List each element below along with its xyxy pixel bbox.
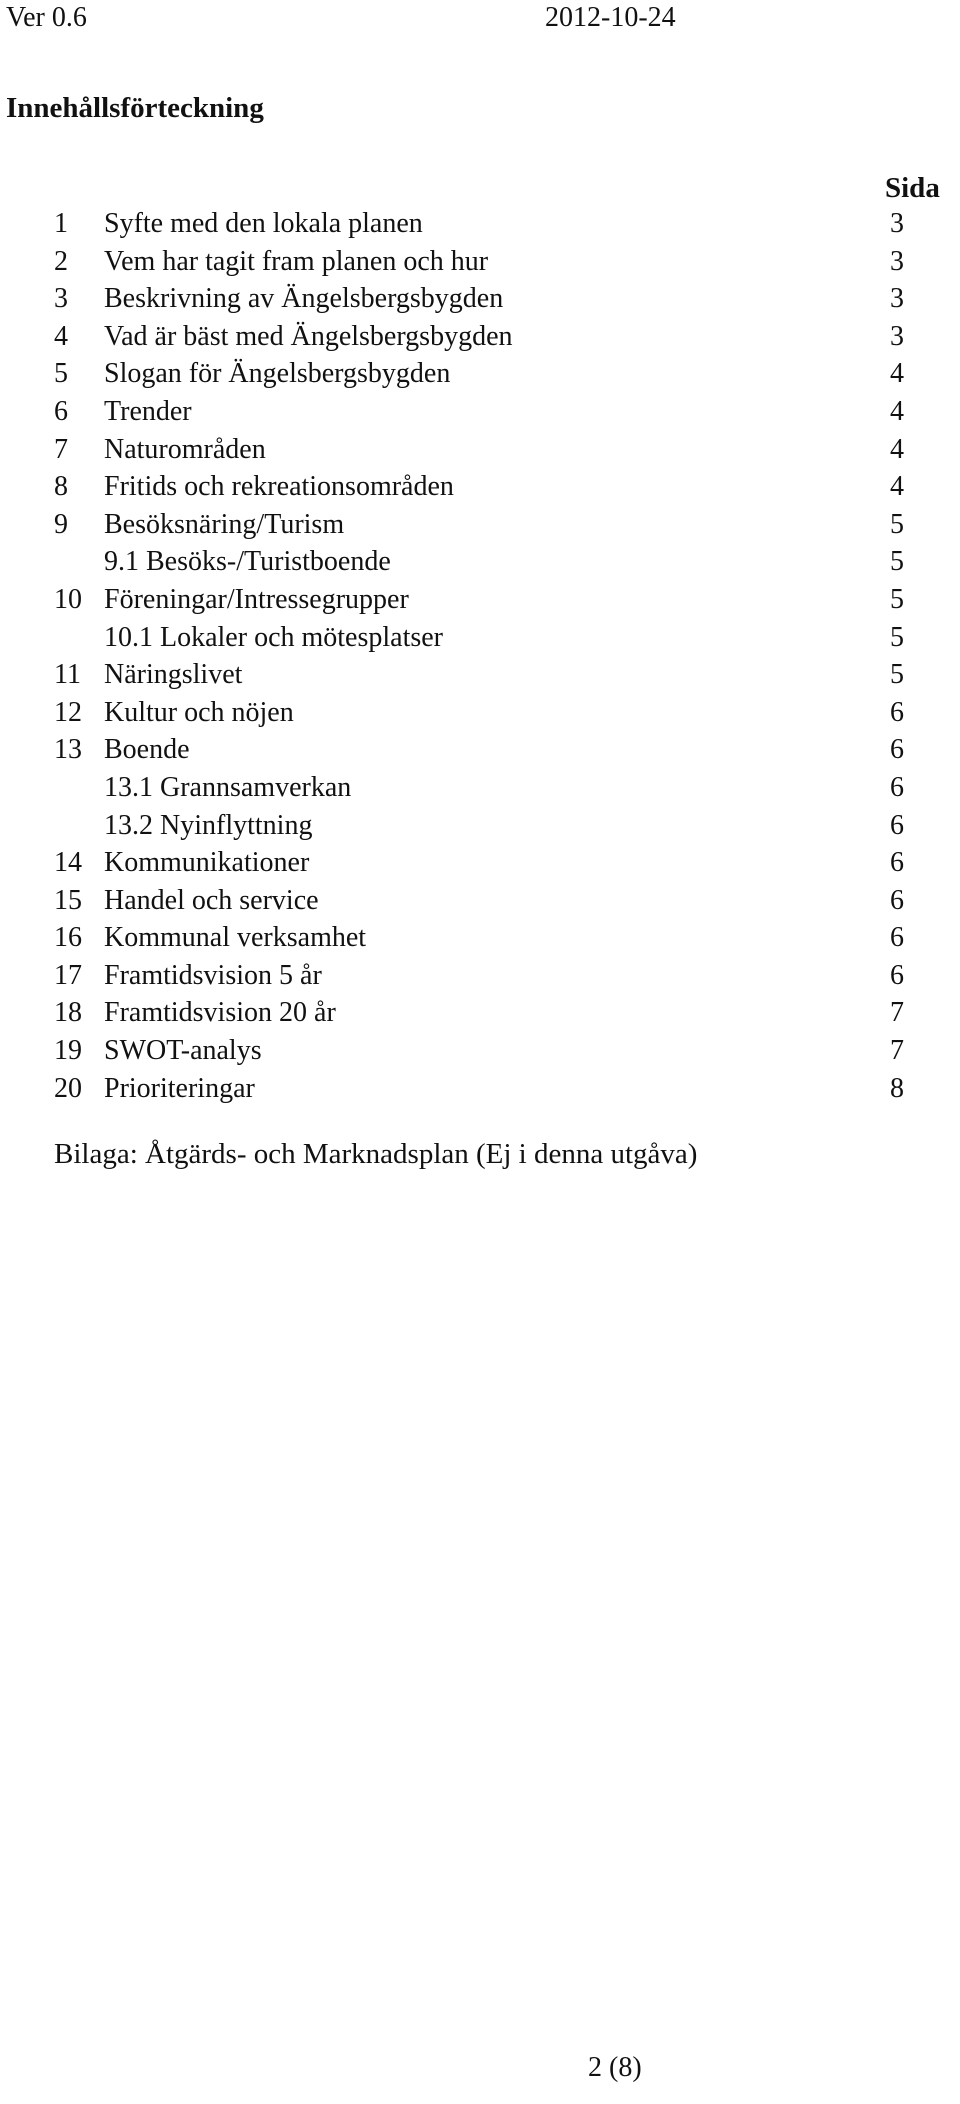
toc-entry[interactable]	[0, 205, 960, 243]
toc-entry-title: Slogan för Ängelsbergsbygden	[104, 358, 451, 390]
toc-entry[interactable]	[0, 543, 960, 581]
toc-entry-number: 19	[54, 1035, 82, 1067]
toc-entry-page: 7	[890, 1035, 904, 1067]
toc-entry-page: 6	[890, 809, 904, 841]
version-label: Ver 0.6	[6, 2, 87, 33]
toc-entry[interactable]	[0, 694, 960, 732]
toc-entry-title: Trender	[104, 395, 192, 427]
toc-entry-title: Kommunal verksamhet	[104, 922, 367, 954]
toc-entry[interactable]	[0, 769, 960, 807]
toc-entry-page: 4	[890, 471, 904, 503]
toc-entry-page: 6	[890, 771, 904, 803]
toc-entry-page: 4	[890, 358, 904, 390]
toc-entry-number: 10	[54, 583, 82, 615]
toc-entry-number: 12	[54, 696, 82, 728]
document-date: 2012-10-24	[545, 2, 676, 33]
toc-entry-page: 7	[890, 997, 904, 1029]
toc-entry-number: 16	[54, 922, 82, 954]
toc-entry[interactable]	[0, 882, 960, 920]
toc-entry[interactable]	[0, 1070, 960, 1108]
toc-title: Innehållsförteckning	[6, 92, 264, 124]
toc-entry-page: 5	[890, 659, 904, 691]
toc-entry-title: Handel och service	[104, 884, 319, 916]
toc-entry-page: 5	[890, 583, 904, 615]
toc-entry-number: 3	[54, 283, 68, 315]
toc-entry-title: Prioriteringar	[104, 1072, 255, 1104]
toc-entry-title: 13.2 Nyinflyttning	[104, 809, 313, 841]
toc-entry-title: Beskrivning av Ängelsbergsbygden	[104, 283, 504, 315]
toc-entry-title: Vem har tagit fram planen och hur	[104, 245, 489, 277]
page-column-header: Sida	[885, 172, 940, 204]
toc-entry-number: 11	[54, 659, 81, 691]
toc-entry[interactable]	[0, 807, 960, 845]
toc-entry-page: 5	[890, 621, 904, 653]
toc-list	[0, 205, 960, 1107]
toc-entry-page: 4	[890, 433, 904, 465]
toc-entry-number: 9	[54, 508, 68, 540]
toc-entry-number: 7	[54, 433, 68, 465]
toc-entry-page: 5	[890, 508, 904, 540]
toc-entry-title: SWOT-analys	[104, 1035, 262, 1067]
toc-entry-number: 4	[54, 320, 68, 352]
toc-entry-title: Kultur och nöjen	[104, 696, 294, 728]
toc-entry-title: 9.1 Besöks-/Turistboende	[104, 546, 391, 578]
toc-entry[interactable]	[0, 393, 960, 431]
page-header	[0, 0, 960, 40]
toc-entry-number: 20	[54, 1072, 82, 1104]
toc-entry-number: 5	[54, 358, 68, 390]
toc-entry[interactable]	[0, 731, 960, 769]
toc-entry-page: 3	[890, 320, 904, 352]
toc-entry-title: Naturområden	[104, 433, 266, 465]
toc-entry-number: 2	[54, 245, 68, 277]
toc-entry[interactable]	[0, 919, 960, 957]
toc-entry[interactable]	[0, 280, 960, 318]
toc-entry-page: 6	[890, 696, 904, 728]
toc-entry-title: Kommunikationer	[104, 847, 310, 879]
toc-entry-title: 10.1 Lokaler och mötesplatser	[104, 621, 444, 653]
toc-entry-title: Boende	[104, 734, 190, 766]
toc-entry-page: 6	[890, 734, 904, 766]
toc-entry-number: 6	[54, 395, 68, 427]
toc-entry-page: 4	[890, 395, 904, 427]
toc-entry-page: 6	[890, 884, 904, 916]
toc-entry-title: Framtidsvision 20 år	[104, 997, 336, 1029]
toc-entry[interactable]	[0, 1032, 960, 1070]
toc-entry-title: Fritids och rekreationsområden	[104, 471, 454, 503]
toc-entry-title: Besöksnäring/Turism	[104, 508, 345, 540]
toc-entry-number: 17	[54, 959, 82, 991]
toc-entry-number: 13	[54, 734, 82, 766]
toc-entry-page: 6	[890, 847, 904, 879]
toc-entry[interactable]	[0, 994, 960, 1032]
toc-entry-title: 13.1 Grannsamverkan	[104, 771, 352, 803]
toc-entry[interactable]	[0, 581, 960, 619]
toc-entry[interactable]	[0, 844, 960, 882]
toc-entry-page: 3	[890, 208, 904, 239]
toc-entry-page: 6	[890, 922, 904, 954]
toc-entry[interactable]	[0, 431, 960, 469]
toc-entry[interactable]	[0, 318, 960, 356]
page-number: 2 (8)	[588, 2052, 642, 2083]
toc-entry-page: 3	[890, 283, 904, 315]
toc-entry-page: 3	[890, 245, 904, 277]
appendix-note: Bilaga: Åtgärds- och Marknadsplan (Ej i denna utgåva)	[54, 1138, 698, 1170]
toc-entry-page: 8	[890, 1072, 904, 1104]
toc-entry-number: 1	[54, 208, 68, 239]
toc-entry-number: 18	[54, 997, 82, 1029]
toc-entry-page: 6	[890, 959, 904, 991]
toc-entry-number: 14	[54, 847, 82, 879]
toc-entry-page: 5	[890, 546, 904, 578]
toc-entry-title: Föreningar/Intressegrupper	[104, 583, 409, 615]
toc-entry[interactable]	[0, 957, 960, 995]
toc-entry-title: Syfte med den lokala planen	[104, 208, 423, 239]
toc-entry-title: Näringslivet	[104, 659, 243, 691]
toc-entry-title: Vad är bäst med Ängelsbergsbygden	[104, 320, 513, 352]
toc-entry[interactable]	[0, 619, 960, 657]
toc-entry[interactable]	[0, 656, 960, 694]
toc-entry-number: 15	[54, 884, 82, 916]
toc-entry-number: 8	[54, 471, 68, 503]
toc-entry[interactable]	[0, 506, 960, 544]
toc-entry-title: Framtidsvision 5 år	[104, 959, 322, 991]
toc-entry[interactable]	[0, 468, 960, 506]
toc-entry[interactable]	[0, 355, 960, 393]
toc-entry[interactable]	[0, 243, 960, 281]
